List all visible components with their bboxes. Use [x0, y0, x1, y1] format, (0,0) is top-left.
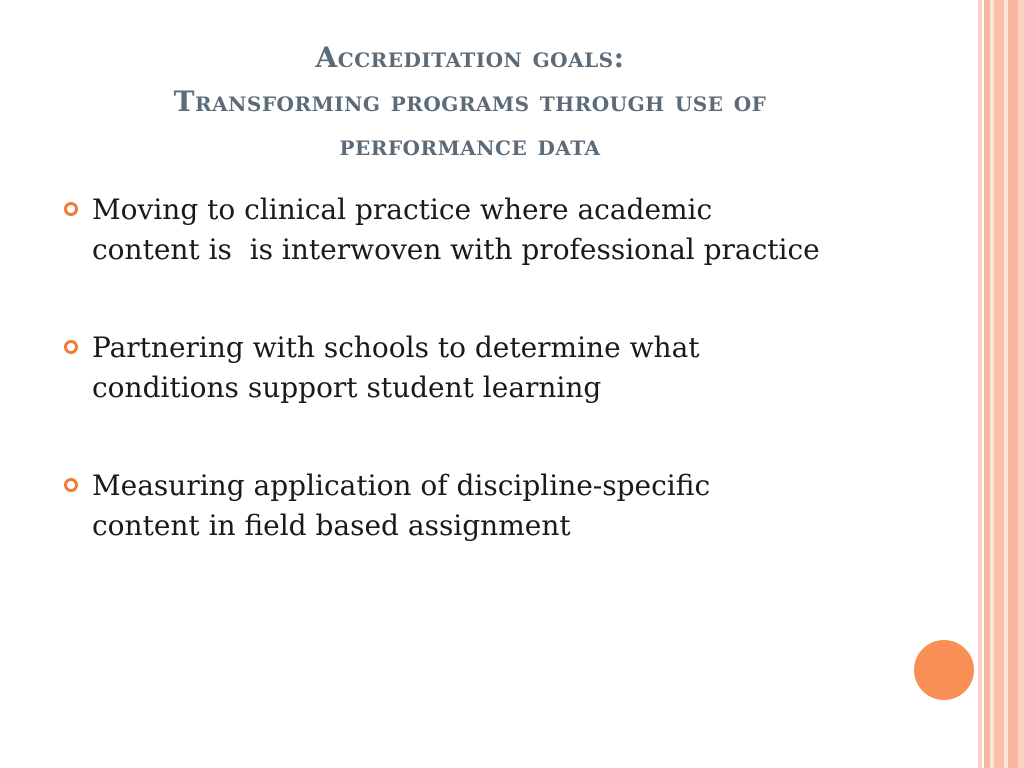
bullet-item [64, 190, 824, 270]
bullet-item [64, 328, 824, 408]
title-line-1: Accreditation goals: [315, 41, 625, 74]
border-stripe [1008, 0, 1018, 768]
border-stripe [978, 0, 982, 768]
bullet-list [64, 190, 824, 604]
bullet-circle-icon [64, 340, 78, 354]
bullet-text: Moving to clinical practice where academic content is is interwoven with professional practice [92, 193, 820, 266]
decorative-circle [914, 640, 974, 700]
border-stripe [1018, 0, 1024, 768]
bullet-circle-icon [64, 478, 78, 492]
border-stripe [994, 0, 1004, 768]
title-line-3: performance data [339, 129, 601, 162]
title-line-2: Transforming programs through use of [173, 85, 767, 118]
slide-title [60, 36, 880, 168]
bullet-item [64, 466, 824, 546]
bullet-text: Measuring application of discipline-specific content in field based assignment [92, 469, 720, 542]
bullet-text: Partnering with schools to determine what conditions support student learning [92, 331, 709, 404]
bullet-circle-icon [64, 202, 78, 216]
